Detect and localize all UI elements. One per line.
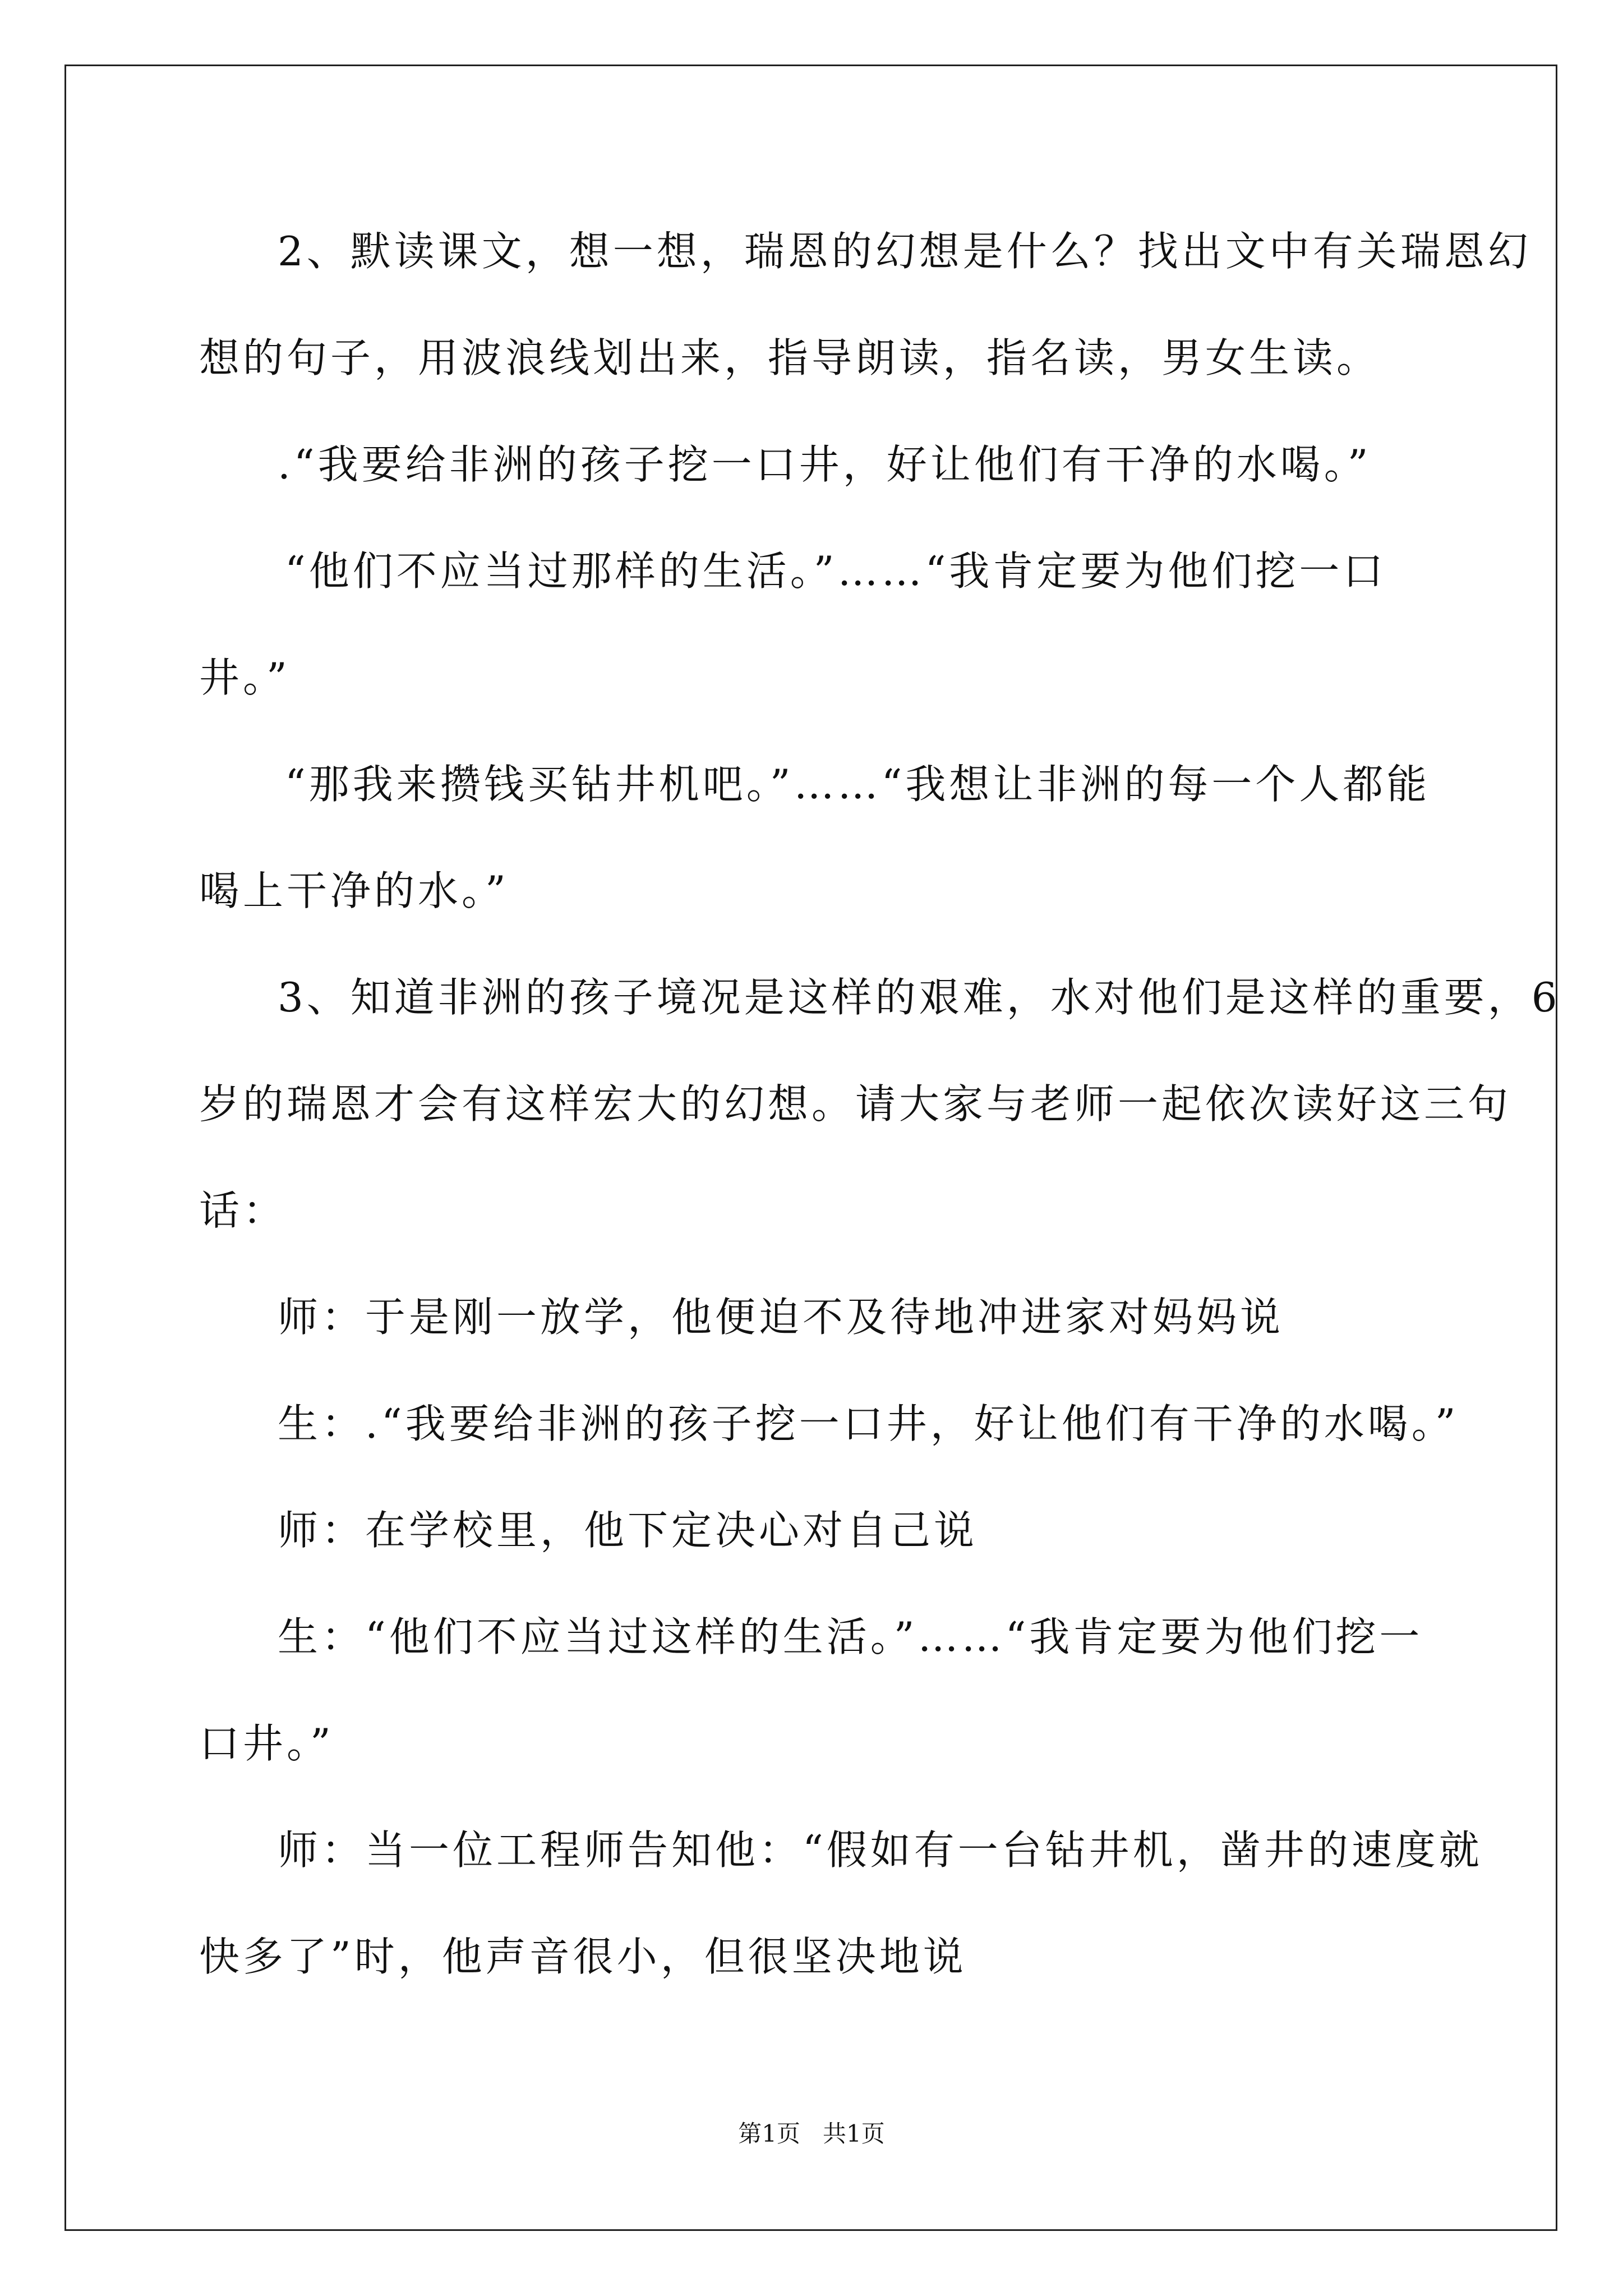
text-line: 师：于是刚一放学，他便迫不及待地冲进家对妈妈说 xyxy=(278,1294,1284,1341)
text-line: 生：“他们不应当过这样的生活。”……“我肯定要为他们挖一 xyxy=(278,1613,1423,1660)
text-line: .“我要给非洲的孩子挖一口井，好让他们有干净的水喝。” xyxy=(278,441,1372,488)
page-number-footer: 第1页 共1页 xyxy=(738,2120,885,2147)
text-line: 2、默读课文，想一想，瑞恩的幻想是什么？找出文中有关瑞恩幻 xyxy=(278,228,1532,275)
text-line: 井。” xyxy=(199,654,291,701)
text-line: “那我来攒钱买钻井机吧。”……“我想让非洲的每一个人都能 xyxy=(285,761,1431,808)
text-line: 岁的瑞恩才会有这样宏大的幻想。请大家与老师一起依次读好这三句 xyxy=(199,1080,1512,1128)
text-line: 快多了”时，他声音很小，但很坚决地说 xyxy=(199,1933,967,1980)
page-border xyxy=(64,65,1557,2231)
text-line: “他们不应当过那样的生活。”……“我肯定要为他们挖一口 xyxy=(285,547,1387,595)
text-line: 3、知道非洲的孩子境况是这样的艰难，水对他们是这样的重要，6 xyxy=(278,974,1561,1021)
text-line: 想的句子，用波浪线划出来，指导朗读，指名读，男女生读。 xyxy=(199,334,1381,381)
text-line: 喝上干净的水。” xyxy=(199,867,509,914)
text-line: 师：当一位工程师告知他：“假如有一台钻井机，凿井的速度就 xyxy=(278,1826,1483,1874)
text-line: 口井。” xyxy=(199,1720,334,1767)
text-line: 师：在学校里，他下定决心对自己说 xyxy=(278,1507,978,1554)
text-line: 话： xyxy=(199,1187,287,1234)
text-line: 生：.“我要给非洲的孩子挖一口井，好让他们有干净的水喝。” xyxy=(278,1400,1459,1447)
